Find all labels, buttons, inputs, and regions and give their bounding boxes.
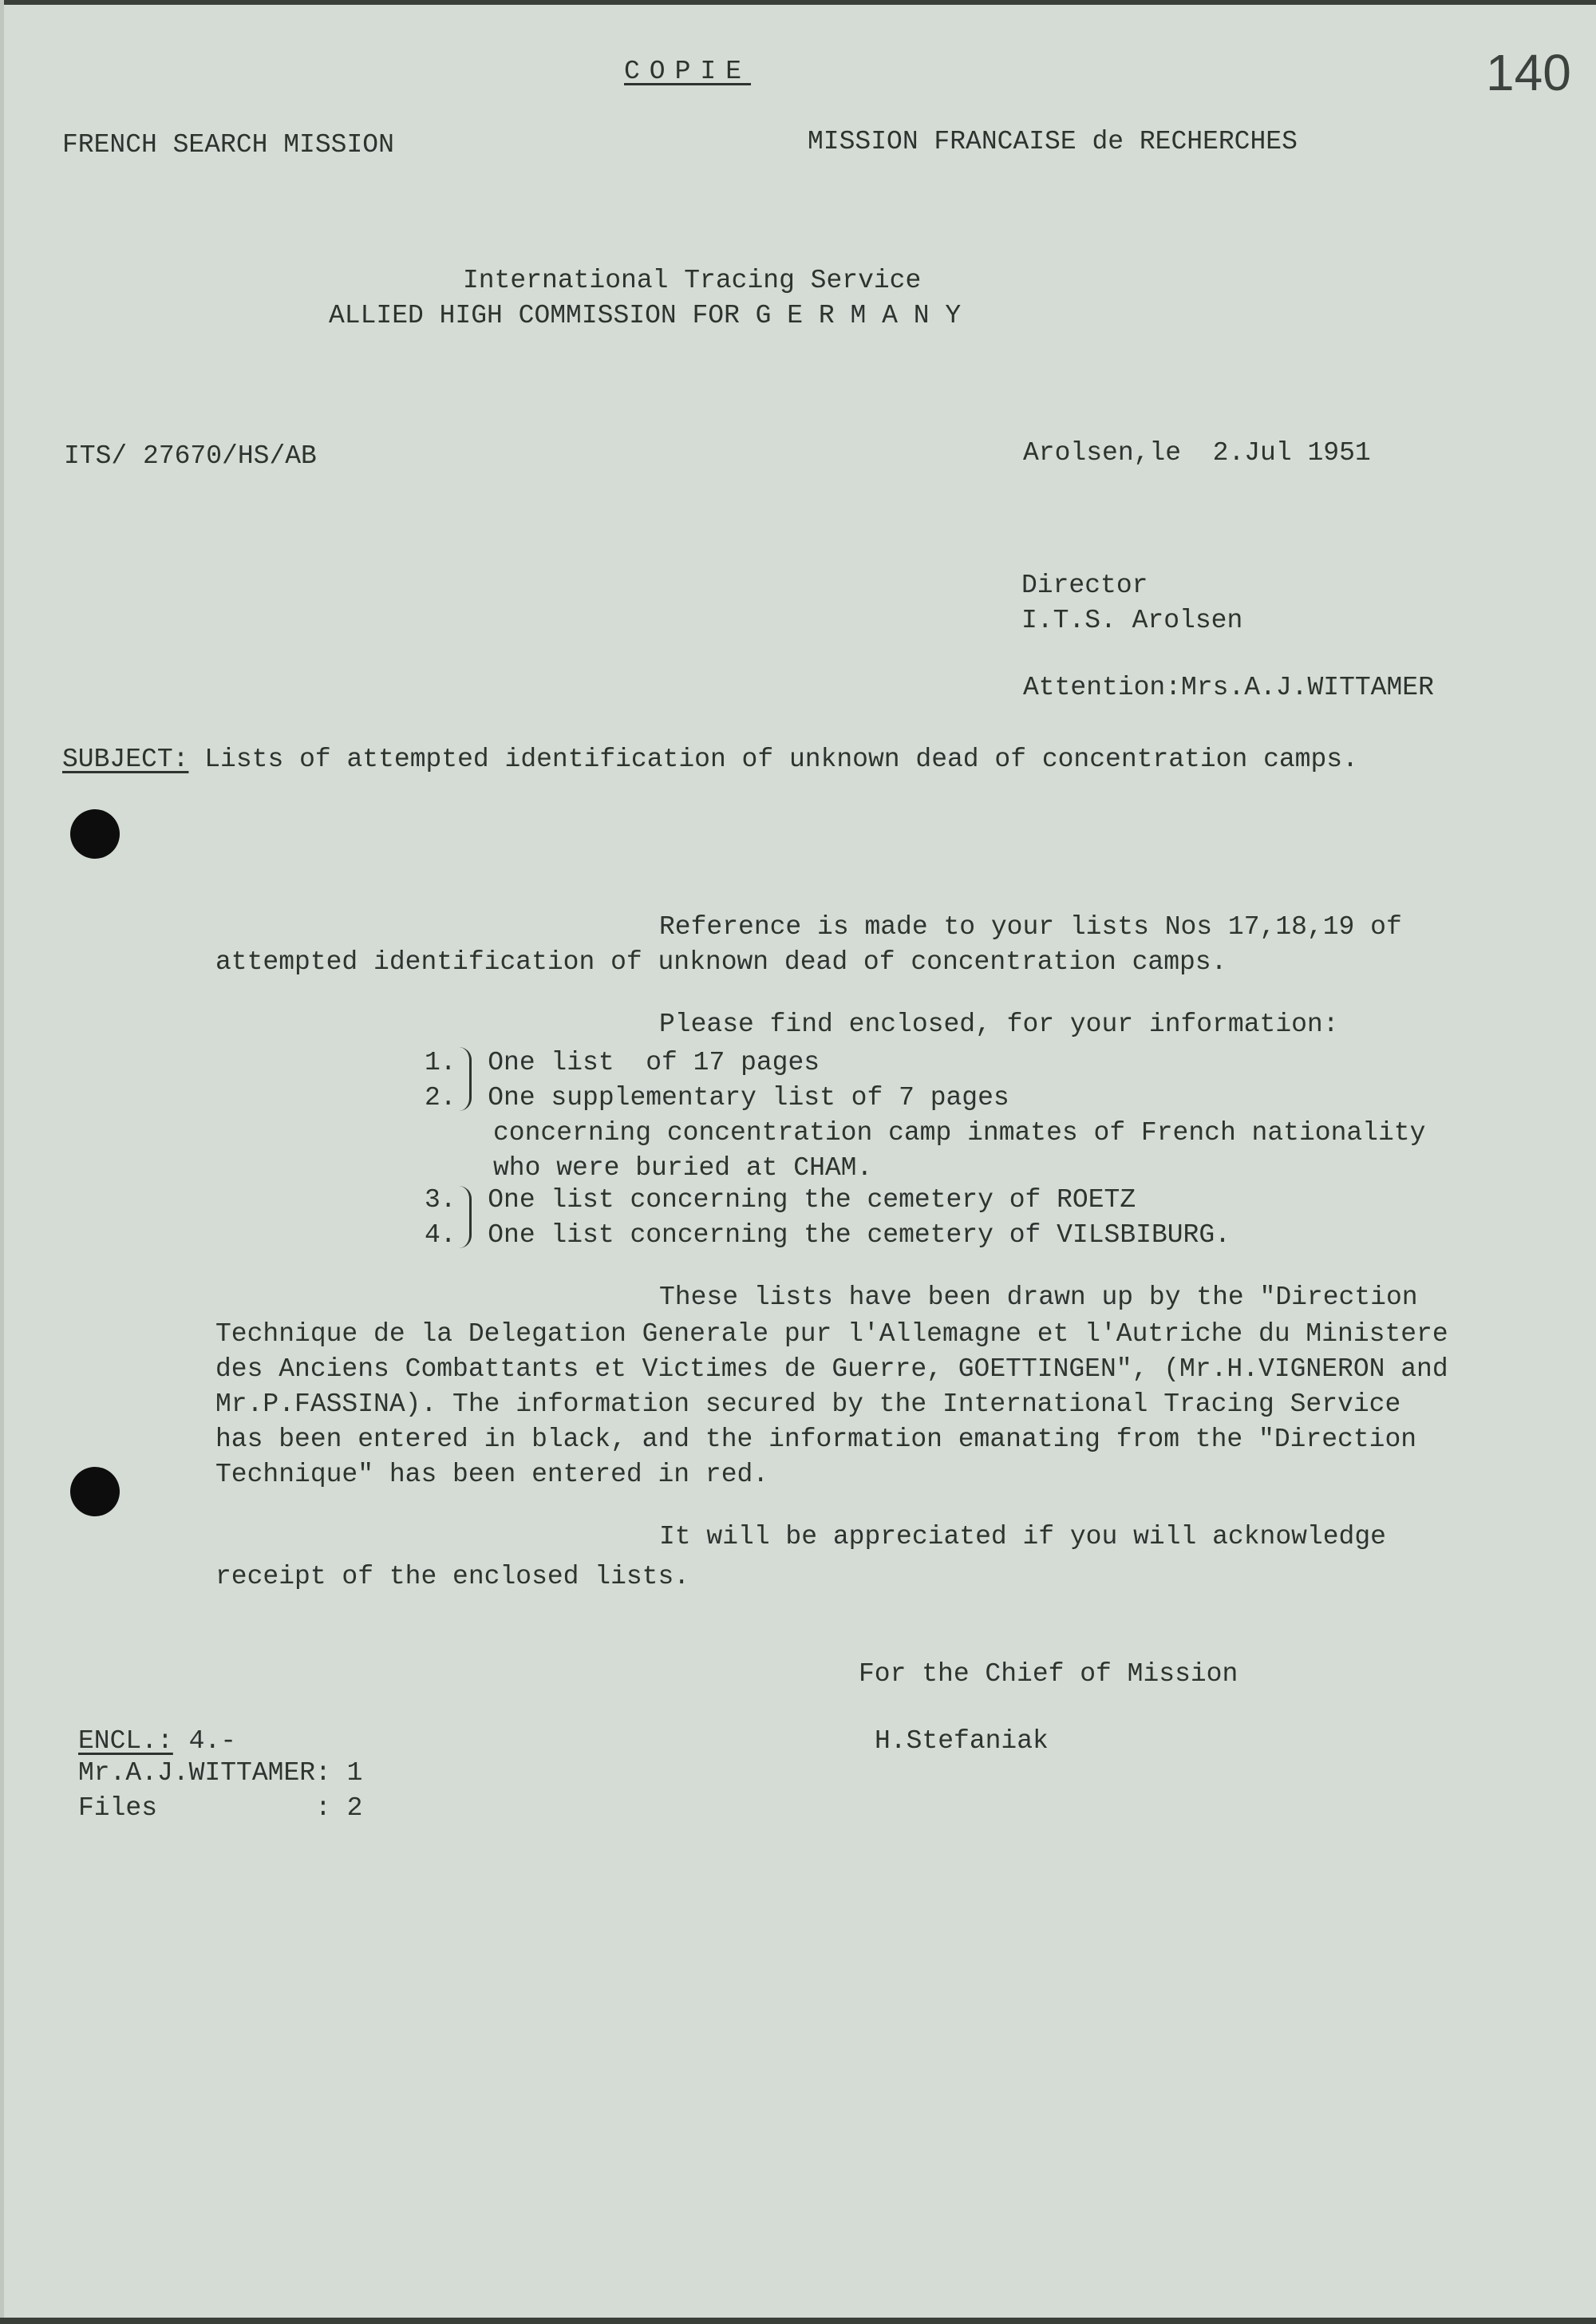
enclosures-line [78, 1724, 236, 1759]
enclosures-label: ENCL.: [78, 1726, 173, 1756]
distribution-line: Files : 2 [78, 1793, 363, 1823]
punch-hole-icon [70, 809, 120, 859]
paragraph4-line1: It will be appreciated if you will acknowledge [659, 1522, 1386, 1551]
paragraph3-line1: These lists have been drawn up by the "Direction [659, 1283, 1418, 1312]
attention-line: Attention:Mrs.A.J.WITTAMER [1023, 673, 1434, 702]
scan-edge-top [0, 0, 1596, 5]
distribution-line: Mr.A.J.WITTAMER: 1 [78, 1758, 363, 1788]
paragraph3-line6: Technique" has been entered in red. [215, 1460, 769, 1489]
scan-edge-left [0, 0, 4, 2324]
list-item: 4. One list concerning the cemetery of VILSBIBURG. [425, 1220, 1231, 1250]
copy-stamp: COPIE [624, 57, 752, 86]
scan-edge-bottom [0, 2318, 1596, 2324]
reference-number: ITS/ 27670/HS/AB [64, 441, 317, 471]
subject-text: Lists of attempted identification of unknown dead of concentration camps. [204, 745, 1358, 774]
list-item-continuation: who were buried at CHAM. [493, 1153, 873, 1183]
recipient-org-line2: ALLIED HIGH COMMISSION FOR G E R M A N Y [329, 301, 962, 330]
paragraph4-line2: receipt of the enclosed lists. [215, 1562, 690, 1591]
signer-name: H.Stefaniak [875, 1726, 1049, 1756]
place-date: Arolsen,le 2.Jul 1951 [1023, 438, 1371, 468]
address-line2: I.T.S. Arolsen [1021, 606, 1243, 635]
paragraph3-line5: has been entered in black, and the information emanating from the "Direction [215, 1425, 1417, 1454]
paragraph1-line1: Reference is made to your lists Nos 17,18,19 of [659, 912, 1402, 942]
closing-line: For the Chief of Mission [859, 1659, 1238, 1689]
subject-label: SUBJECT: [62, 745, 189, 774]
bracket-icon [458, 1186, 472, 1248]
list-item: 1. One list of 17 pages [425, 1048, 820, 1077]
paragraph3-line4: Mr.P.FASSINA). The information secured by the International Tracing Service [215, 1389, 1401, 1419]
list-item: 3. One list concerning the cemetery of ROETZ [425, 1185, 1136, 1215]
bracket-icon [458, 1047, 472, 1111]
list-item-continuation: concerning concentration camp inmates of French nationality [493, 1118, 1426, 1148]
sender-heading-french: MISSION FRANCAISE de RECHERCHES [808, 127, 1298, 156]
paragraph3-line3: des Anciens Combattants et Victimes de Guerre, GOETTINGEN", (Mr.H.VIGNERON and [215, 1354, 1448, 1384]
punch-hole-icon [70, 1467, 120, 1516]
recipient-org-line1: International Tracing Service [463, 266, 922, 295]
paragraph3-line2: Technique de la Delegation Generale pur l'Allemagne et l'Autriche du Ministere [215, 1319, 1448, 1349]
enclosures-intro: Please find enclosed, for your information: [659, 1010, 1339, 1039]
page-number: 140 [1486, 44, 1571, 101]
subject-line [62, 742, 1358, 777]
address-line1: Director [1021, 571, 1148, 600]
sender-heading-english: FRENCH SEARCH MISSION [62, 130, 394, 160]
list-item: 2. One supplementary list of 7 pages [425, 1083, 1009, 1113]
enclosures-count: 4.- [172, 1726, 237, 1756]
paragraph1-line2: attempted identification of unknown dead of concentration camps. [215, 947, 1227, 977]
